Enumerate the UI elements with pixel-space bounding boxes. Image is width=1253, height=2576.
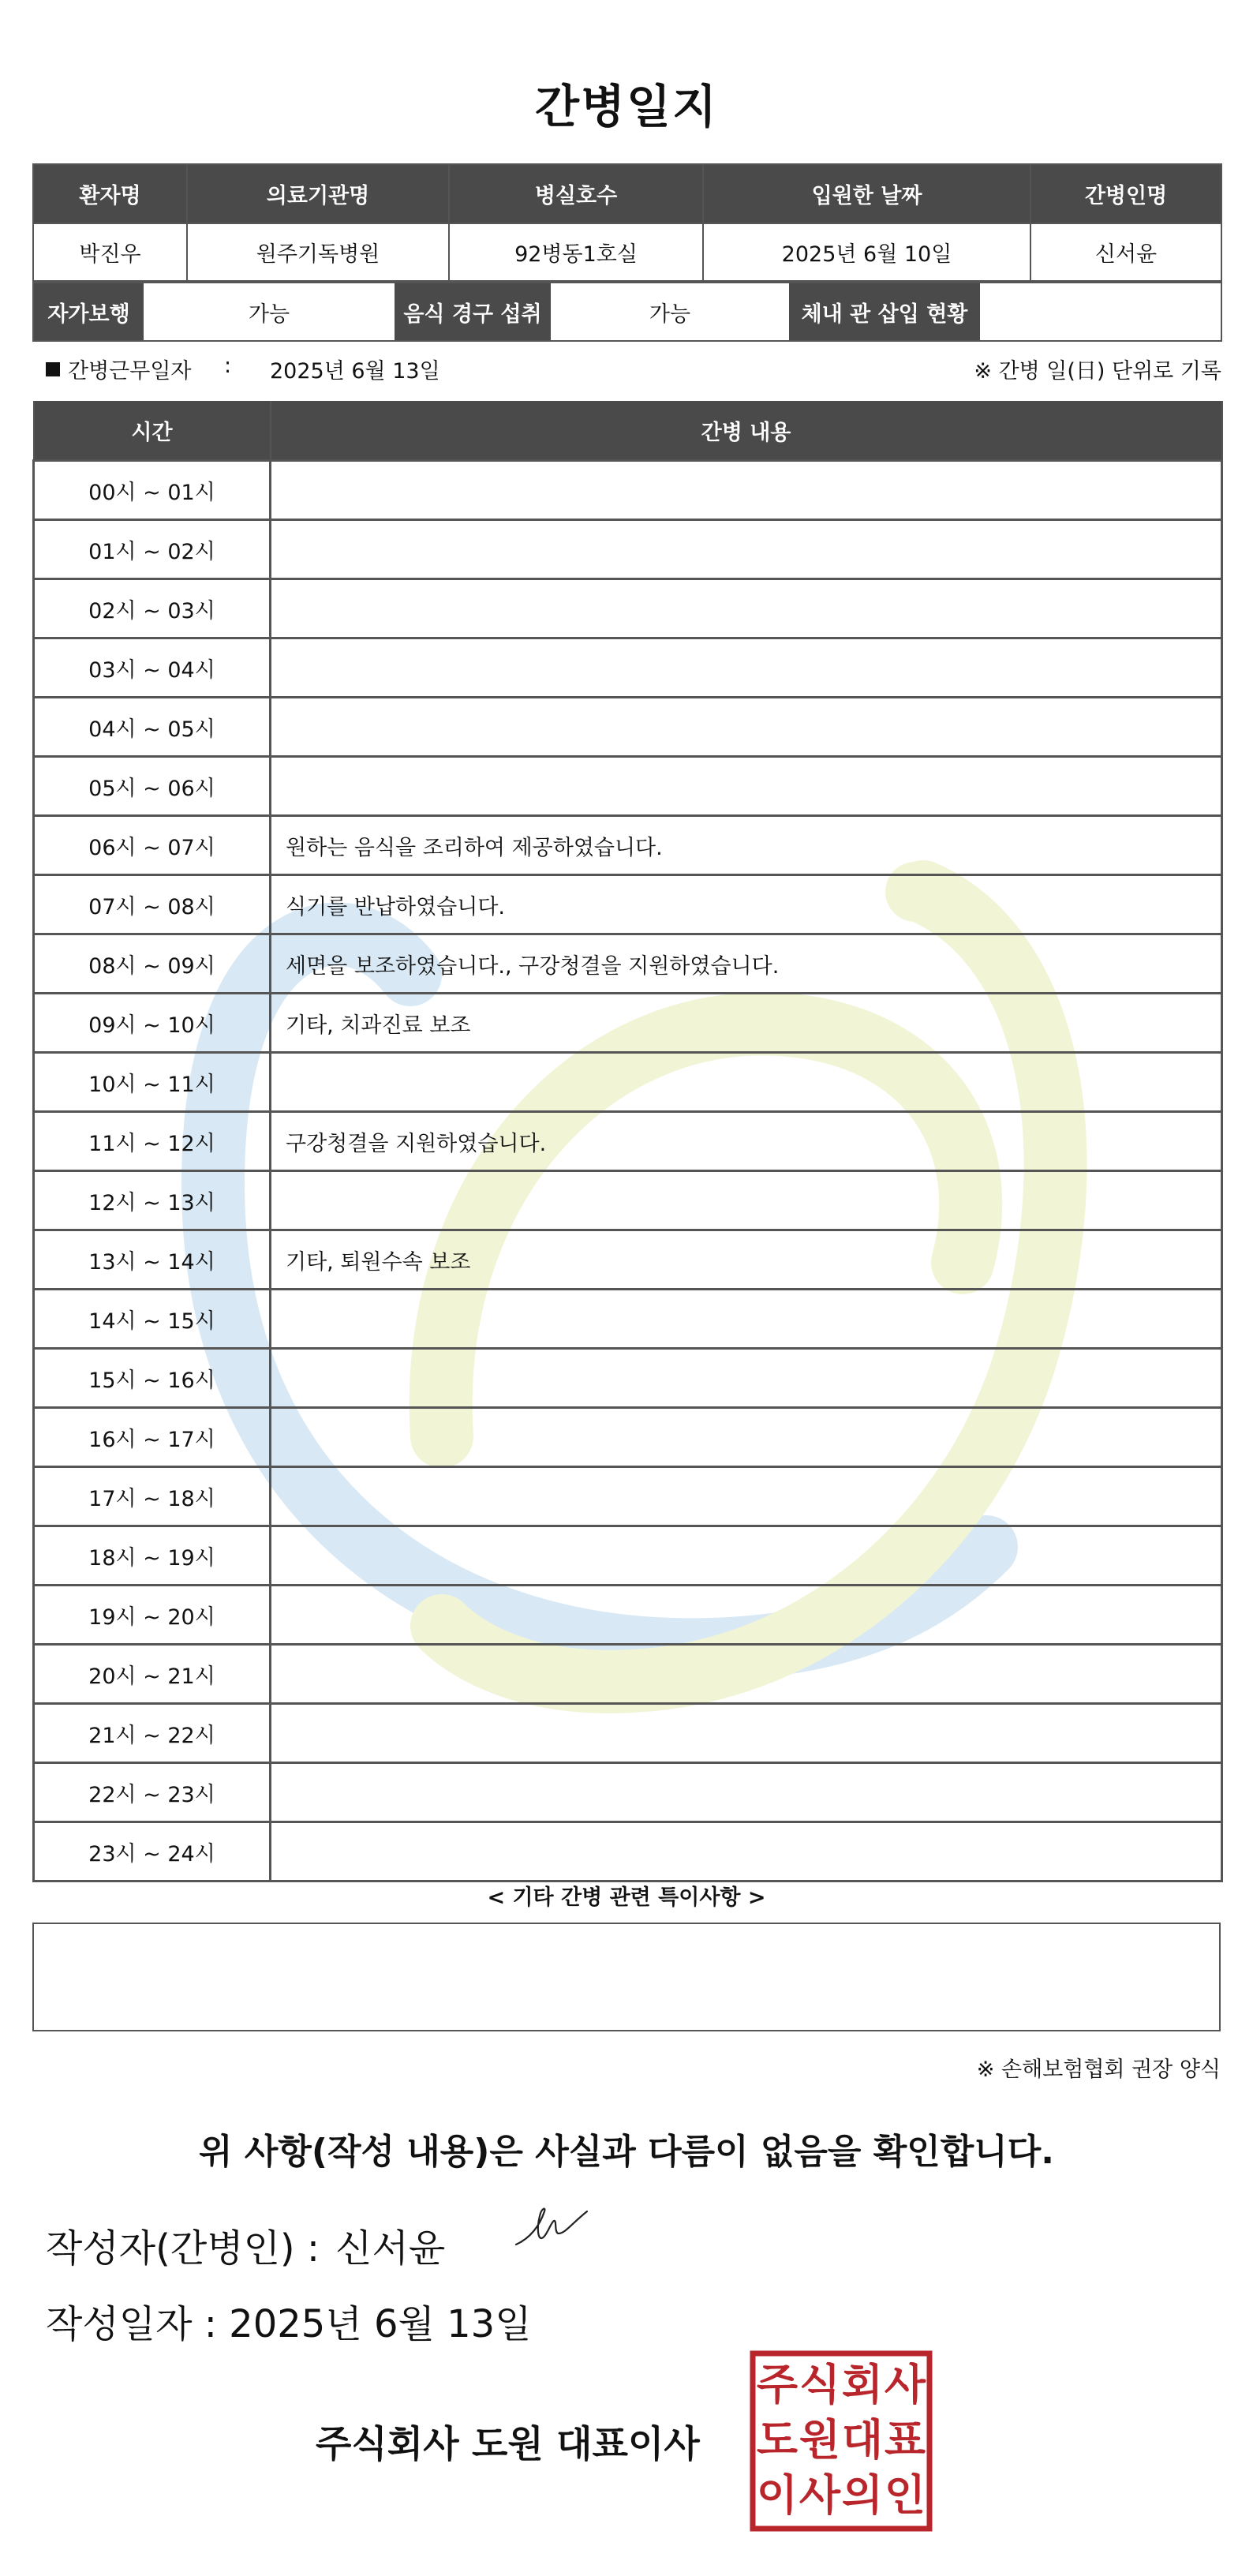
writer-row <box>46 2218 445 2272</box>
log-time-cell: 18시 ~ 19시 <box>34 1526 271 1586</box>
log-row <box>34 1171 1222 1230</box>
confirmation-statement: 위 사항(작성 내용)은 사실과 다름이 없음을 확인합니다. <box>199 2132 1054 2172</box>
duty-date-label: 간병근무일자 <box>68 359 192 384</box>
duty-date-colon: : <box>224 354 232 378</box>
log-time-cell: 21시 ~ 22시 <box>34 1704 271 1763</box>
log-time-cell: 01시 ~ 02시 <box>34 520 271 579</box>
log-content-cell <box>271 1349 1222 1408</box>
log-row <box>34 1408 1222 1467</box>
log-row <box>34 1586 1222 1645</box>
ability-row <box>33 283 1221 341</box>
oral-intake-value: 가능 <box>551 283 789 341</box>
log-content-cell: 식기를 반납하였습니다. <box>271 875 1222 934</box>
log-time-cell: 08시 ~ 09시 <box>34 934 271 994</box>
log-row <box>34 638 1222 698</box>
patient-name-value: 박진우 <box>33 223 187 281</box>
log-content-cell <box>271 698 1222 757</box>
log-row <box>34 1467 1222 1526</box>
log-row <box>34 1822 1222 1881</box>
seal-glyph: 사 <box>799 2470 841 2520</box>
log-content-cell <box>271 1645 1222 1704</box>
log-row <box>34 994 1222 1053</box>
log-content-cell: 기타, 치과진료 보조 <box>271 994 1222 1053</box>
log-time-cell: 16시 ~ 17시 <box>34 1408 271 1467</box>
log-row <box>34 698 1222 757</box>
log-time-cell: 23시 ~ 24시 <box>34 1822 271 1881</box>
log-content-cell <box>271 1171 1222 1230</box>
patient-value-row <box>33 223 1221 281</box>
duty-date-row <box>46 354 1221 390</box>
admission-date-value: 2025년 6월 10일 <box>703 223 1030 281</box>
log-content-cell <box>271 461 1222 520</box>
log-time-cell: 10시 ~ 11시 <box>34 1053 271 1112</box>
seal-glyph: 표 <box>884 2415 926 2465</box>
log-content-cell: 구강청결을 지원하였습니다. <box>271 1112 1222 1171</box>
duty-date-label-group <box>46 354 192 384</box>
special-notes-box <box>32 1923 1221 2031</box>
log-content-cell <box>271 579 1222 638</box>
log-row <box>34 579 1222 638</box>
patient-ability-table <box>32 282 1222 342</box>
log-content-cell <box>271 1290 1222 1349</box>
seal-glyph: 의 <box>841 2470 884 2520</box>
log-row <box>34 1645 1222 1704</box>
log-row <box>34 1704 1222 1763</box>
log-content-cell <box>271 1526 1222 1586</box>
seal-glyph: 대 <box>841 2415 884 2465</box>
log-time-cell: 15시 ~ 16시 <box>34 1349 271 1408</box>
header-admission-date: 입원한 날짜 <box>703 164 1030 223</box>
walking-label: 자가보행 <box>33 283 144 341</box>
log-content-cell <box>271 520 1222 579</box>
patient-header-row <box>33 164 1221 223</box>
log-content-cell <box>271 1822 1222 1881</box>
log-content-cell <box>271 1053 1222 1112</box>
company-representative: 주식회사 도원 대표이사 <box>316 2423 700 2466</box>
writer-value: 신서윤 <box>335 2226 446 2271</box>
square-bullet-icon <box>46 362 60 376</box>
log-time-cell: 02시 ~ 03시 <box>34 579 271 638</box>
log-row <box>34 1349 1222 1408</box>
log-time-cell: 11시 ~ 12시 <box>34 1112 271 1171</box>
special-notes-heading: < 기타 간병 관련 특이사항 > <box>487 1885 766 1910</box>
log-time-cell: 13시 ~ 14시 <box>34 1230 271 1290</box>
company-seal-stamp <box>750 2350 933 2532</box>
log-time-cell: 17시 ~ 18시 <box>34 1467 271 1526</box>
header-caregiver-name: 간병인명 <box>1030 164 1221 223</box>
header-room-number: 병실호수 <box>449 164 703 223</box>
log-time-cell: 07시 ~ 08시 <box>34 875 271 934</box>
header-patient-name: 환자명 <box>33 164 187 223</box>
log-content-cell <box>271 1763 1222 1822</box>
log-header-row <box>34 401 1222 461</box>
log-content-cell <box>271 638 1222 698</box>
log-time-cell: 00시 ~ 01시 <box>34 461 271 520</box>
log-content-cell: 세면을 보조하였습니다., 구강청결을 지원하였습니다. <box>271 934 1222 994</box>
hospital-name-value: 원주기독병원 <box>187 223 449 281</box>
walking-value: 가능 <box>144 283 395 341</box>
log-row <box>34 1230 1222 1290</box>
log-time-cell: 09시 ~ 10시 <box>34 994 271 1053</box>
log-row <box>34 1053 1222 1112</box>
seal-glyph: 이 <box>756 2470 799 2520</box>
log-time-cell: 03시 ~ 04시 <box>34 638 271 698</box>
log-time-cell: 14시 ~ 15시 <box>34 1290 271 1349</box>
caregiver-name-value: 신서윤 <box>1030 223 1221 281</box>
seal-glyph: 도 <box>756 2415 799 2465</box>
log-row <box>34 1763 1222 1822</box>
tube-status-value <box>980 283 1221 341</box>
log-time-cell: 22시 ~ 23시 <box>34 1763 271 1822</box>
log-content-cell <box>271 757 1222 816</box>
form-source-note: ※ 손해보험협회 권장 양식 <box>976 2057 1221 2082</box>
log-row <box>34 1112 1222 1171</box>
log-time-cell: 12시 ~ 13시 <box>34 1171 271 1230</box>
seal-glyph: 원 <box>799 2415 841 2465</box>
daily-record-note: ※ 간병 일(日) 단위로 기록 <box>974 359 1221 384</box>
log-time-cell: 04시 ~ 05시 <box>34 698 271 757</box>
written-date-value: 2025년 6월 13일 <box>229 2302 532 2346</box>
room-number-value: 92병동1호실 <box>449 223 703 281</box>
seal-glyph: 인 <box>884 2470 926 2520</box>
patient-info-table <box>32 163 1222 282</box>
log-content-cell: 기타, 퇴원수속 보조 <box>271 1230 1222 1290</box>
written-date-row <box>46 2293 532 2348</box>
log-row <box>34 1290 1222 1349</box>
log-content-cell <box>271 1467 1222 1526</box>
log-row <box>34 1526 1222 1586</box>
duty-date-value: 2025년 6월 13일 <box>270 359 440 384</box>
log-time-cell: 20시 ~ 21시 <box>34 1645 271 1704</box>
log-time-cell: 05시 ~ 06시 <box>34 757 271 816</box>
log-content-cell <box>271 1586 1222 1645</box>
seal-glyph: 회 <box>841 2360 884 2409</box>
oral-intake-label: 음식 경구 섭취 <box>395 283 551 341</box>
log-row <box>34 875 1222 934</box>
document-title: 간병일지 <box>534 80 719 133</box>
tube-status-label: 체내 관 삽입 현황 <box>789 283 980 341</box>
handwritten-signature <box>513 2202 592 2252</box>
log-body <box>34 461 1222 1881</box>
log-row <box>34 520 1222 579</box>
log-time-cell: 06시 ~ 07시 <box>34 816 271 875</box>
log-content-cell <box>271 1408 1222 1467</box>
seal-glyph: 식 <box>799 2360 841 2409</box>
header-hospital-name: 의료기관명 <box>187 164 449 223</box>
log-row <box>34 816 1222 875</box>
seal-glyph: 주 <box>756 2360 799 2409</box>
header-time: 시간 <box>34 401 271 461</box>
header-care-content: 간병 내용 <box>271 401 1222 461</box>
log-row <box>34 757 1222 816</box>
log-time-cell: 19시 ~ 20시 <box>34 1586 271 1645</box>
log-row <box>34 934 1222 994</box>
seal-glyph: 사 <box>884 2360 926 2409</box>
written-date-label: 작성일자 : <box>46 2302 217 2346</box>
log-content-cell: 원하는 음식을 조리하여 제공하였습니다. <box>271 816 1222 875</box>
log-content-cell <box>271 1704 1222 1763</box>
log-row <box>34 461 1222 520</box>
writer-label: 작성자(간병인) : <box>46 2226 320 2271</box>
care-log-table <box>32 401 1223 1882</box>
